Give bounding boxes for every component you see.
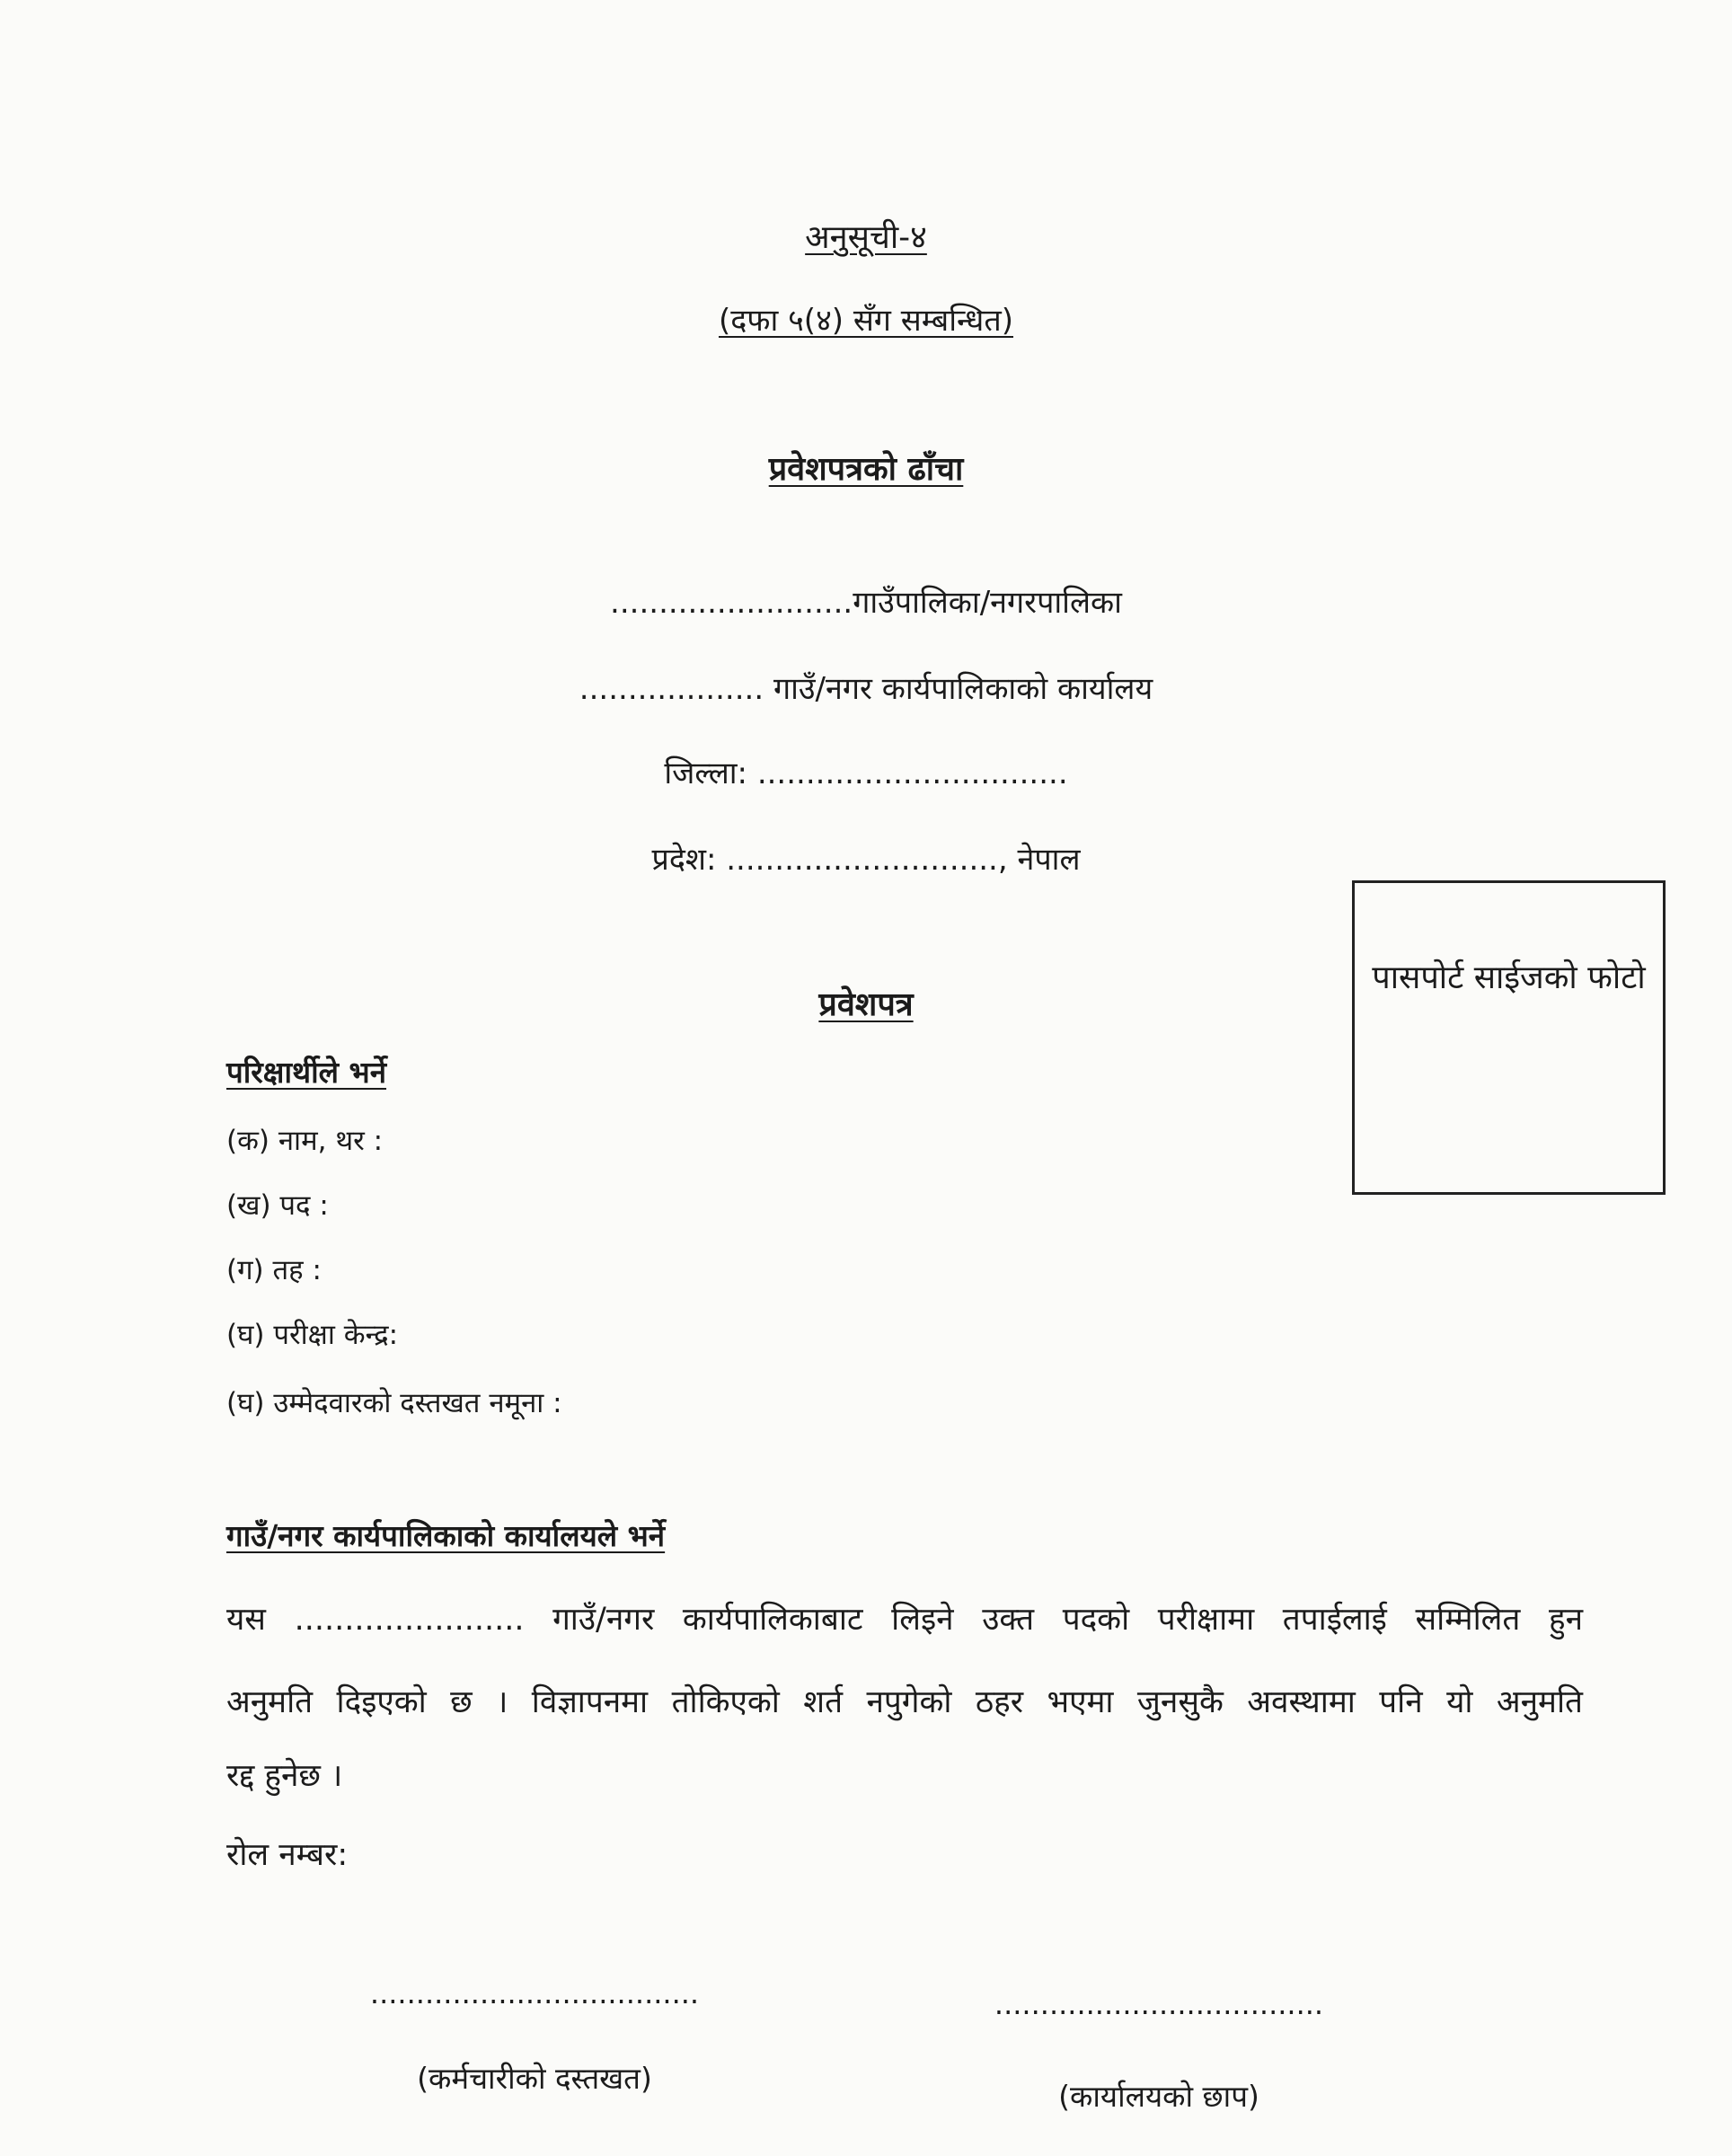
- office-stamp-line: ....................................: [994, 1987, 1324, 2021]
- format-title: प्रवेशपत्रको ढाँचा: [768, 451, 964, 488]
- candidate-item-signature-sample: (घ) उम्मेदवारको दस्तखत नमूना :: [226, 1387, 562, 1419]
- office-stamp-label: (कार्यालयको छाप): [1058, 2079, 1259, 2114]
- photo-box-label: पासपोर्ट साईजको फोटो: [1372, 959, 1646, 996]
- permission-text-line-3: रद्द हुनेछ ।: [226, 1758, 343, 1794]
- district-line: जिल्ला: ................................: [664, 755, 1068, 791]
- employee-signature-line: ....................................: [369, 1976, 700, 2010]
- employee-signature-label: (कर्मचारीको दस्तखत): [417, 2061, 652, 2096]
- section-reference: (दफा ५(४) सँग सम्बन्धित): [718, 303, 1013, 339]
- office-line: ................... गाउँ/नगर कार्यपालिकाको कार्यालय: [579, 671, 1153, 707]
- roll-number-label: रोल नम्बर:: [226, 1837, 349, 1873]
- admit-card-title: प्रवेशपत्र: [818, 986, 914, 1023]
- municipality-line: .........................गाउँपालिका/नगरपालिका: [610, 585, 1122, 621]
- permission-text-line-2: अनुमति दिइएको छ । विज्ञापनमा तोकिएको शर्त नपुगेको ठहर भएमा जुनसुकै अवस्थामा पनि यो अनुमति: [226, 1684, 1583, 1720]
- candidate-section-heading: परिक्षार्थीले भर्ने: [226, 1055, 387, 1090]
- candidate-item-exam-center: (घ) परीक्षा केन्द्र:: [226, 1319, 399, 1351]
- passport-photo-box: [1352, 880, 1666, 1195]
- office-section-heading: गाउँ/नगर कार्यपालिकाको कार्यालयले भर्ने: [226, 1518, 666, 1553]
- candidate-item-name: (क) नाम, थर :: [226, 1125, 384, 1157]
- schedule-title: अनुसूची-४: [805, 219, 927, 256]
- permission-text-line-1: यस ....................... गाउँ/नगर कार्यपालिकाबाट लिइने उक्त पदको परीक्षामा तपाईलाई सम्मिलित हुन: [226, 1602, 1583, 1638]
- candidate-item-post: (ख) पद :: [226, 1189, 329, 1222]
- candidate-item-level: (ग) तह :: [226, 1254, 322, 1286]
- province-line: प्रदेश: ............................, नेपाल: [651, 842, 1081, 878]
